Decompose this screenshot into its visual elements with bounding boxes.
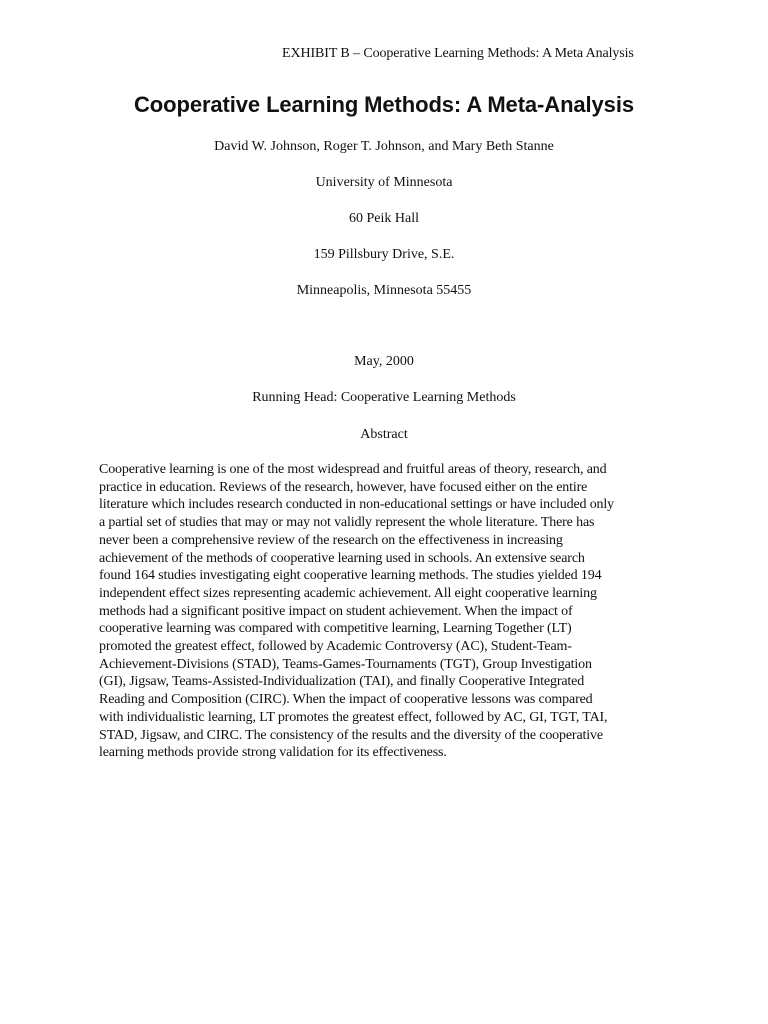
abstract-line: cooperative learning was compared with competitive learning, Learning Together (LT) [99, 621, 572, 637]
abstract-line: (GI), Jigsaw, Teams-Assisted-Individualization (TAI), and finally Cooperative Integrated [99, 674, 585, 690]
abstract-heading: Abstract [360, 427, 408, 442]
abstract-line: STAD, Jigsaw, and CIRC. The consistency of the results and the diversity of the cooperative [99, 727, 603, 743]
abstract-line: never been a comprehensive review of the research on the effectiveness in increasing [99, 532, 563, 548]
abstract-line: Cooperative learning is one of the most widespread and fruitful areas of theory, research, and [99, 462, 607, 477]
authors: David W. Johnson, Roger T. Johnson, and Mary Beth Stanne [214, 139, 554, 154]
abstract-line: achievement of the methods of cooperative learning used in schools. An extensive search [99, 550, 585, 566]
abstract-line: with individualistic learning, LT promotes the greatest effect, followed by AC, GI, TGT, TAI, [99, 709, 608, 725]
paper-title: Cooperative Learning Methods: A Meta-Analysis [134, 92, 634, 117]
date: May, 2000 [354, 354, 414, 369]
address-line-3: Minneapolis, Minnesota 55455 [296, 283, 472, 298]
abstract-line: literature which includes research conducted in non-educational settings or have included only [99, 497, 614, 513]
abstract-line: promoted the greatest effect, followed by Academic Controversy (AC), Student-Team- [99, 639, 572, 655]
address-line-1: 60 Peik Hall [349, 211, 419, 226]
abstract-line: methods had a significant positive impact on student achievement. When the impact of [99, 603, 573, 619]
abstract-line: learning methods provide strong validation for its effectiveness. [99, 745, 447, 761]
abstract-line: practice in education. Reviews of the research, however, have focused either on the entire [99, 479, 588, 495]
address-line-2: 159 Pillsbury Drive, S.E. [313, 247, 455, 262]
abstract-line: independent effect sizes representing academic achievement. All eight cooperative learning [99, 585, 597, 601]
exhibit-header: EXHIBIT B – Cooperative Learning Methods: A Meta Analysis [282, 46, 634, 61]
abstract-line: Achievement-Divisions (STAD), Teams-Games-Tournaments (TGT), Group Investigation [99, 656, 592, 672]
abstract-line: Reading and Composition (CIRC). When the impact of cooperative lessons was compared [99, 692, 593, 708]
abstract-line: found 164 studies investigating eight cooperative learning methods. The studies yielded 194 [99, 568, 602, 584]
abstract-line: a partial set of studies that may or may not validly represent the whole literature. There has [99, 515, 595, 531]
abstract-body [99, 461, 674, 762]
running-head: Running Head: Cooperative Learning Methods [252, 390, 516, 405]
affiliation: University of Minnesota [315, 175, 453, 190]
